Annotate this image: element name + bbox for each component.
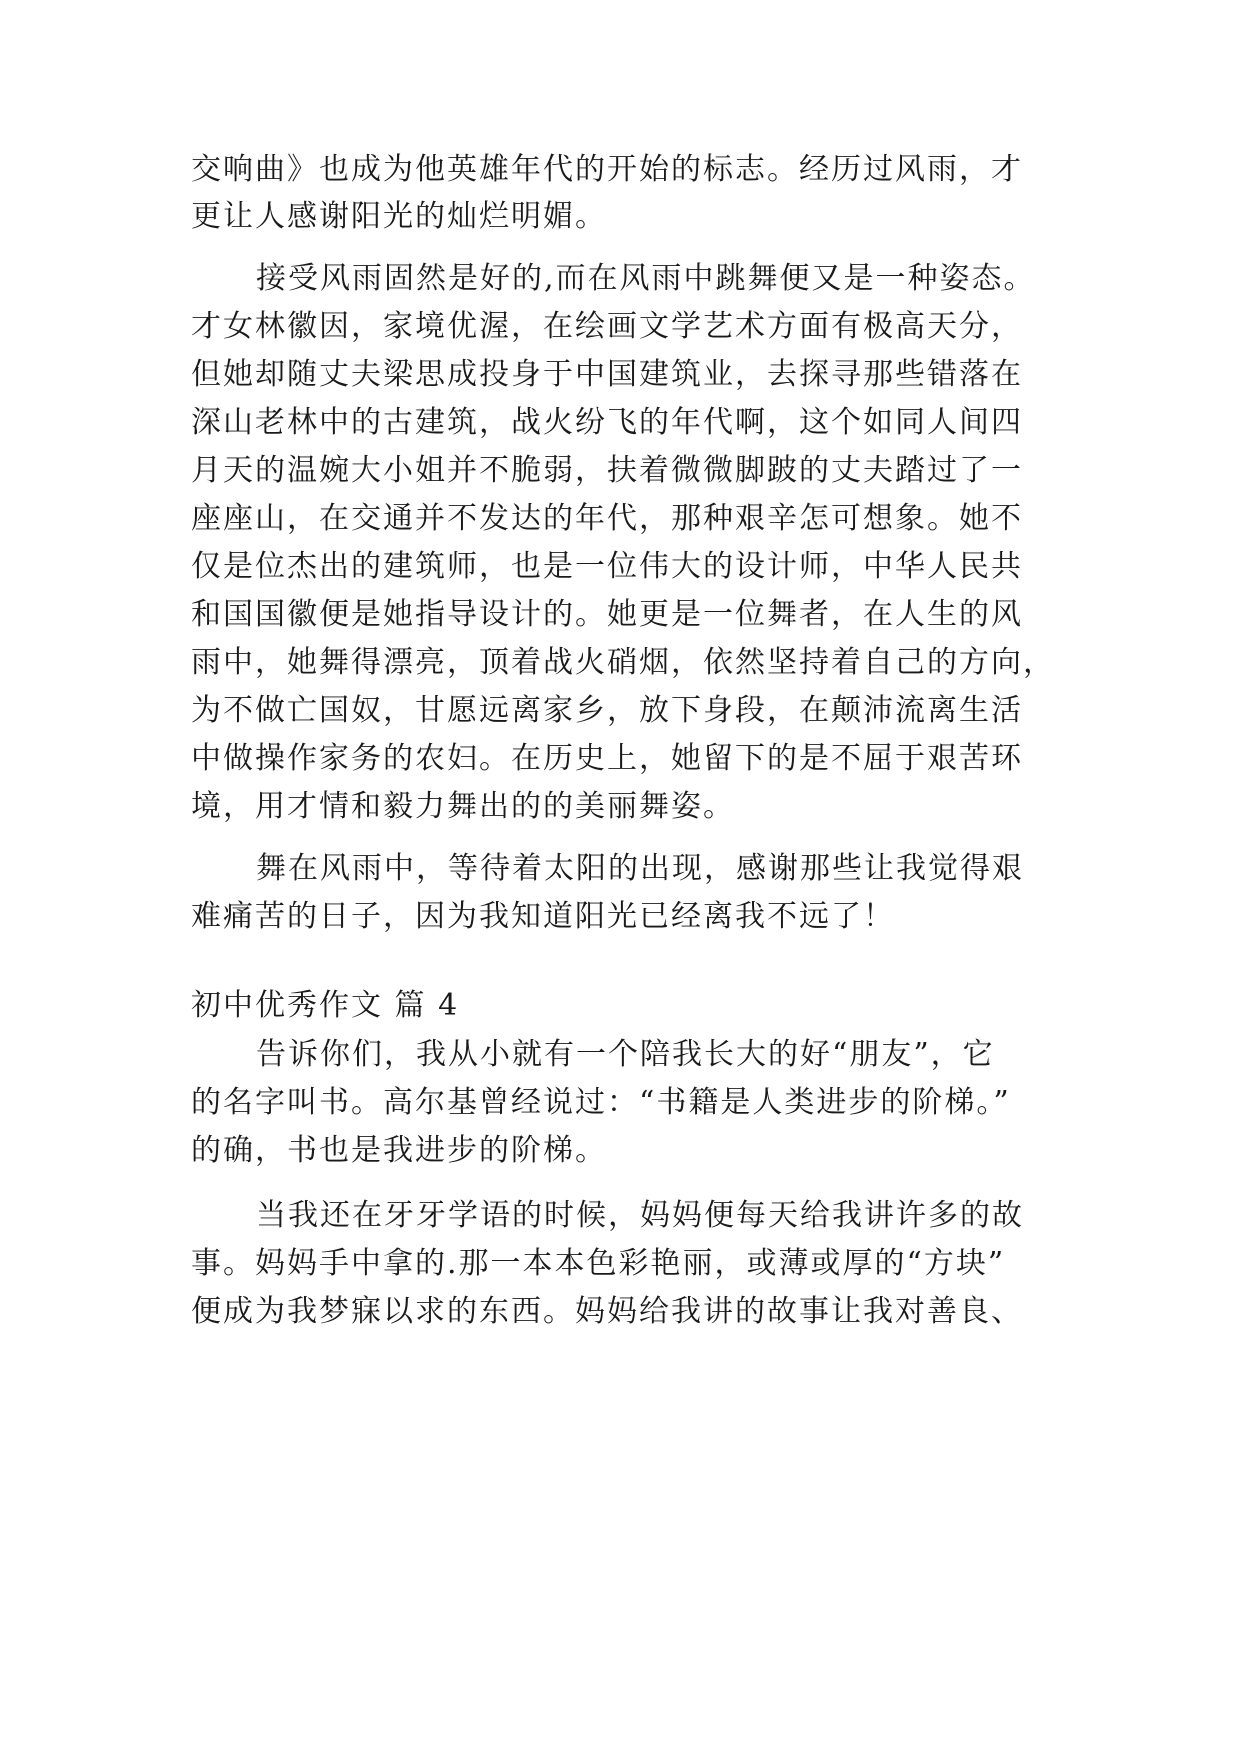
section-heading: 初中优秀作文 篇 4 <box>191 988 460 1023</box>
text-line: 雨中，她舞得漂亮，顶着战火硝烟，依然坚持着自己的方向， <box>191 645 1055 680</box>
text-line: 的名字叫书。高尔基曾经说过：“书籍是人类进步的阶梯。” <box>191 1085 1011 1120</box>
text-line: 便成为我梦寐以求的东西。妈妈给我讲的故事让我对善良、 <box>191 1294 1023 1329</box>
text-line: 更让人感谢阳光的灿烂明媚。 <box>191 199 607 234</box>
paragraph-start-line: 接受风雨固然是好的,而在风雨中跳舞便又是一种姿态。 <box>256 261 1036 296</box>
text-line: 和国国徽便是她指导设计的。她更是一位舞者，在人生的风 <box>191 597 1023 632</box>
text-line: 才女林徽因，家境优渥，在绘画文学艺术方面有极高天分， <box>191 309 1023 344</box>
text-line: 座座山，在交通并不发达的年代，那种艰辛怎可想象。她不 <box>191 501 1023 536</box>
text-line: 难痛苦的日子，因为我知道阳光已经离我不远了！ <box>191 899 895 934</box>
text-line: 为不做亡国奴，甘愿远离家乡，放下身段，在颠沛流离生活 <box>191 693 1023 728</box>
paragraph-start-line: 告诉你们，我从小就有一个陪我长大的好“朋友”，它 <box>256 1037 995 1072</box>
paragraph-start-line: 当我还在牙牙学语的时候，妈妈便每天给我讲许多的故 <box>256 1198 1024 1233</box>
text-line: 中做操作家务的农妇。在历史上，她留下的是不屈于艰苦环 <box>191 741 1023 776</box>
text-line: 境，用才情和毅力舞出的的美丽舞姿。 <box>191 789 735 824</box>
text-line: 的确，书也是我进步的阶梯。 <box>191 1133 607 1168</box>
text-line: 事。妈妈手中拿的.那一本本色彩艳丽，或薄或厚的“方块” <box>191 1246 1006 1281</box>
text-line: 深山老林中的古建筑，战火纷飞的年代啊，这个如同人间四 <box>191 405 1023 440</box>
paragraph-start-line: 舞在风雨中，等待着太阳的出现，感谢那些让我觉得艰 <box>256 851 1024 886</box>
text-line: 但她却随丈夫梁思成投身于中国建筑业，去探寻那些错落在 <box>191 357 1023 392</box>
text-line: 月天的温婉大小姐并不脆弱，扶着微微脚跛的丈夫踏过了一 <box>191 453 1023 488</box>
text-line: 交响曲》也成为他英雄年代的开始的标志。经历过风雨，才 <box>191 152 1023 187</box>
text-line: 仅是位杰出的建筑师，也是一位伟大的设计师，中华人民共 <box>191 549 1023 584</box>
